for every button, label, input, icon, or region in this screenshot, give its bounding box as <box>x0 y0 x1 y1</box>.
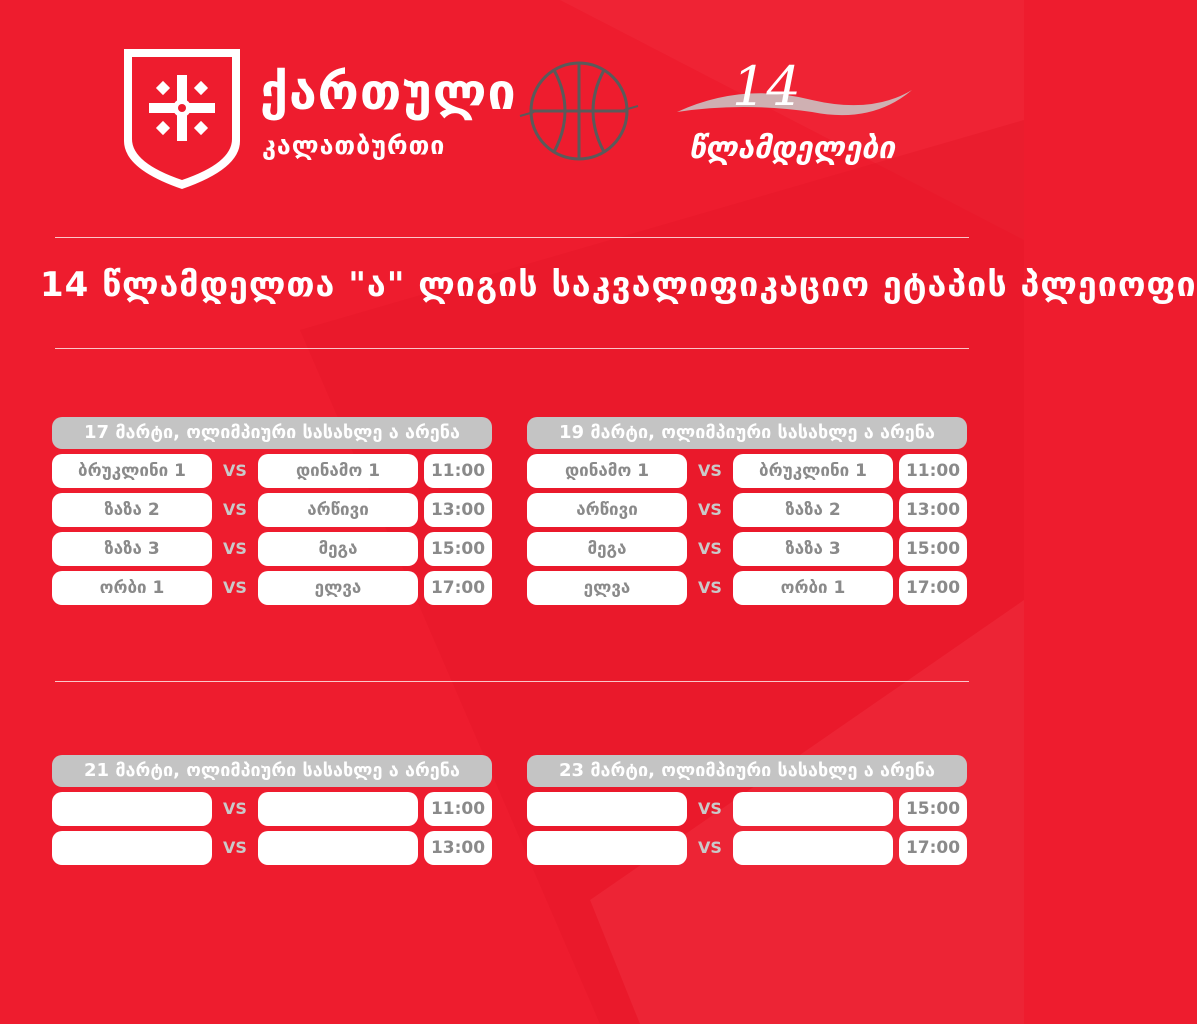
vs-label: VS <box>698 461 722 480</box>
match-time: 13:00 <box>424 493 492 527</box>
vs-label: VS <box>698 838 722 857</box>
u14-word: წლამდელები <box>688 131 896 166</box>
home-team: მეგა <box>527 532 687 566</box>
u14-number: 14 <box>732 55 801 118</box>
away-team: ბრუკლინი 1 <box>733 454 893 488</box>
match-time: 17:00 <box>899 571 967 605</box>
vs-label: VS <box>698 799 722 818</box>
block-header: 17 მარტი, ოლიმპიური სასახლე ა არენა <box>52 417 492 449</box>
away-team: ზაზა 3 <box>733 532 893 566</box>
match-time: 15:00 <box>899 532 967 566</box>
home-team: ელვა <box>527 571 687 605</box>
divider-title <box>55 348 969 349</box>
vs-label: VS <box>223 539 247 558</box>
home-team: ორბი 1 <box>52 571 212 605</box>
schedule-block-21-march <box>52 755 492 865</box>
away-team <box>733 831 893 865</box>
home-team: ბრუკლინი 1 <box>52 454 212 488</box>
home-team: არწივი <box>527 493 687 527</box>
match-time: 11:00 <box>424 792 492 826</box>
match-row <box>52 831 492 865</box>
match-time: 11:00 <box>424 454 492 488</box>
away-team <box>258 831 418 865</box>
vs-label: VS <box>223 578 247 597</box>
home-team <box>527 831 687 865</box>
match-row <box>527 532 967 566</box>
match-row <box>527 571 967 605</box>
away-team: არწივი <box>258 493 418 527</box>
divider-middle <box>55 681 969 682</box>
schedule-block-17-march <box>52 417 492 605</box>
match-row <box>52 571 492 605</box>
vs-label: VS <box>698 539 722 558</box>
page-title: 14 წლამდელთა "ა" ლიგის საკვალიფიკაციო ეტაპის პლეიოფი <box>40 265 1197 305</box>
schedule-block-23-march <box>527 755 967 865</box>
shield-icon <box>120 45 244 193</box>
divider-top <box>55 237 969 238</box>
match-row <box>52 454 492 488</box>
home-team: დინამო 1 <box>527 454 687 488</box>
home-team: ზაზა 3 <box>52 532 212 566</box>
vs-label: VS <box>698 500 722 519</box>
vs-label: VS <box>223 838 247 857</box>
match-time: 13:00 <box>424 831 492 865</box>
brand-title: ქართული <box>260 63 517 121</box>
vs-label: VS <box>223 799 247 818</box>
home-team <box>52 792 212 826</box>
match-row <box>527 454 967 488</box>
away-team <box>258 792 418 826</box>
federation-logo <box>120 45 517 195</box>
match-time: 17:00 <box>899 831 967 865</box>
u14-logo <box>672 55 917 170</box>
match-time: 15:00 <box>424 532 492 566</box>
vs-label: VS <box>223 461 247 480</box>
match-row <box>52 792 492 826</box>
match-time: 13:00 <box>899 493 967 527</box>
match-row <box>527 831 967 865</box>
away-team: დინამო 1 <box>258 454 418 488</box>
away-team: მეგა <box>258 532 418 566</box>
match-time: 17:00 <box>424 571 492 605</box>
vs-label: VS <box>698 578 722 597</box>
away-team <box>733 792 893 826</box>
home-team: ზაზა 2 <box>52 493 212 527</box>
match-row <box>52 493 492 527</box>
match-time: 15:00 <box>899 792 967 826</box>
vs-label: VS <box>223 500 247 519</box>
match-row <box>527 792 967 826</box>
match-row <box>527 493 967 527</box>
away-team: ელვა <box>258 571 418 605</box>
block-header: 19 მარტი, ოლიმპიური სასახლე ა არენა <box>527 417 967 449</box>
basketball-icon <box>518 50 640 172</box>
home-team <box>52 831 212 865</box>
away-team: ზაზა 2 <box>733 493 893 527</box>
schedule-block-19-march <box>527 417 967 605</box>
brand-subtitle: კალათბურთი <box>262 131 446 160</box>
home-team <box>527 792 687 826</box>
away-team: ორბი 1 <box>733 571 893 605</box>
match-time: 11:00 <box>899 454 967 488</box>
block-header: 21 მარტი, ოლიმპიური სასახლე ა არენა <box>52 755 492 787</box>
match-row <box>52 532 492 566</box>
block-header: 23 მარტი, ოლიმპიური სასახლე ა არენა <box>527 755 967 787</box>
